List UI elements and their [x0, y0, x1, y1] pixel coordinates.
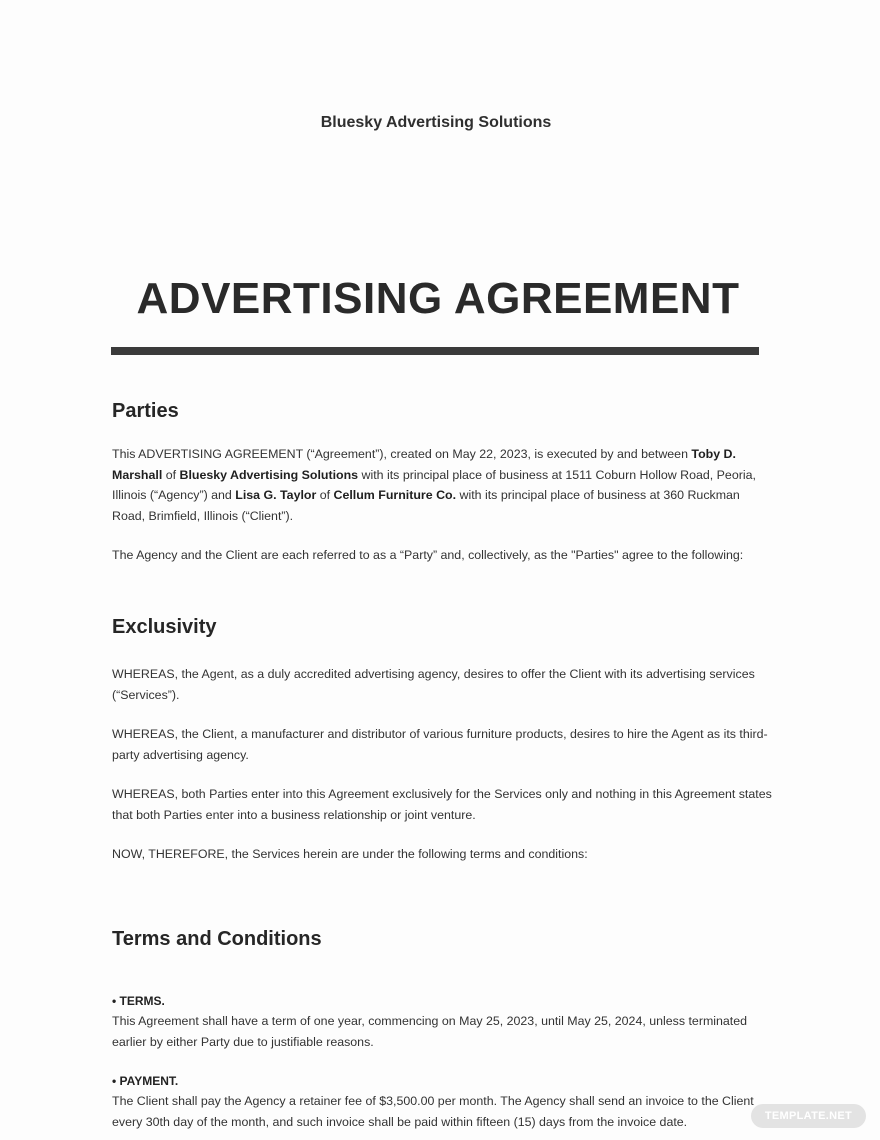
terms-heading: Terms and Conditions [112, 928, 322, 950]
parties-heading: Parties [112, 400, 179, 422]
client-name: Cellum Furniture Co. [333, 488, 457, 502]
terms-item [112, 991, 774, 1052]
whereas-paragraph-3: WHEREAS, both Parties enter into this Agreement exclusively for the Services only and nothing in this Agreement states that both Parties enter into a business relationship or joint venture. [112, 787, 772, 822]
agency-representative: Toby D. Marshall [112, 447, 736, 482]
agency-name: Bluesky Advertising Solutions [179, 467, 359, 482]
whereas-3 [112, 784, 774, 825]
payment-item-label: • PAYMENT. [112, 1074, 179, 1088]
terms-section [112, 928, 774, 951]
document-title: ADVERTISING AGREEMENT [136, 274, 740, 323]
title-divider [111, 347, 759, 355]
terms-item-text: This Agreement shall have a term of one year, commencing on May 25, 2023, until May 25, 2024, unless terminated earlier by either Party due to justifiable reasons. [112, 1014, 748, 1049]
parties-text-a: This ADVERTISING AGREEMENT (“Agreement”), created on May 22, 2023, is executed by and between [112, 447, 692, 461]
client-representative: Lisa G. Taylor [235, 488, 317, 502]
whereas-paragraph-1: WHEREAS, the Agent, as a duly accredited advertising agency, desires to offer the Client with its advertising services (“Services”). [112, 667, 755, 702]
company-name: Bluesky Advertising Solutions [320, 114, 552, 131]
parties-definition [112, 545, 774, 566]
whereas-paragraph-2: WHEREAS, the Client, a manufacturer and distributor of various furniture products, desires to hire the Agent as its third-party advertising agency. [112, 727, 768, 762]
parties-definition-paragraph: The Agency and the Client are each referred to as a “Party” and, collectively, as the "Parties" agree to the following: [112, 548, 744, 562]
parties-text-e: with its principal place of business at 360 Ruckman Road, Brimfield, Illinois (“Client”). [112, 488, 740, 523]
whereas-2 [112, 724, 774, 765]
now-therefore-paragraph: NOW, THEREFORE, the Services herein are under the following terms and conditions: [112, 847, 588, 861]
payment-item-text: The Client shall pay the Agency a retainer fee of $3,500.00 per month. The Agency shall send an invoice to the Client every 30th day of the month, and such invoice shall be paid within fifteen (15) days from the invoice date. [112, 1094, 754, 1129]
terms-item-label: • TERMS. [112, 994, 165, 1008]
exclusivity-section [112, 616, 774, 639]
parties-intro [112, 444, 774, 526]
whereas-1 [112, 664, 774, 705]
parties-text-c: with its principal place of business at 1511 Coburn Hollow Road, Peoria, Illinois (“Agency”) and [112, 467, 756, 502]
payment-item [112, 1071, 774, 1132]
parties-text-b: of [162, 467, 180, 482]
exclusivity-heading: Exclusivity [112, 616, 217, 638]
parties-paragraph [112, 444, 774, 526]
parties-section [112, 400, 774, 423]
parties-text-d: of [316, 488, 334, 502]
now-therefore [112, 844, 774, 865]
template-watermark: TEMPLATE.NET [751, 1104, 866, 1128]
